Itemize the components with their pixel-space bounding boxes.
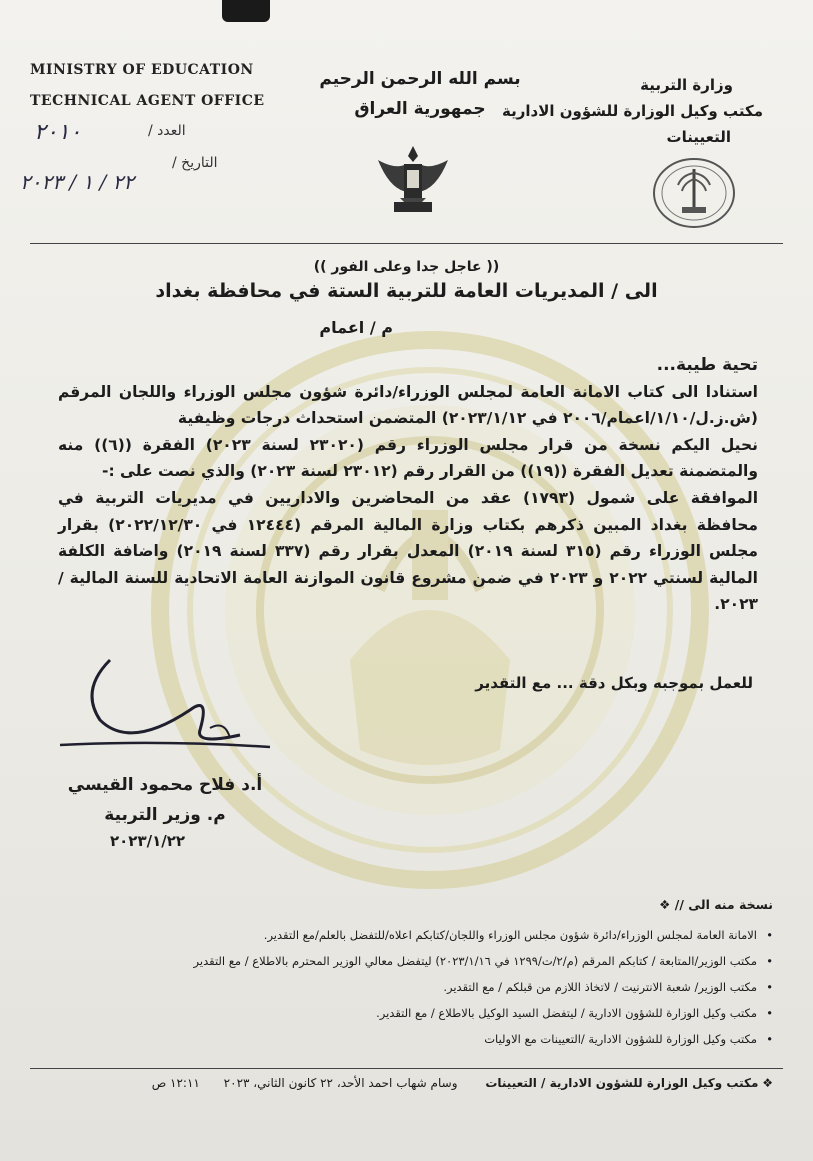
handwritten-date: ٢٢ / ١ / ٢٠٢٣ bbox=[20, 170, 135, 194]
copy-item: • مكتب وكيل الوزارة للشؤون الادارية / ليتفضل السيد الوكيل بالاطلاع / مع التقدير. bbox=[93, 1000, 773, 1026]
letter-body bbox=[58, 352, 758, 618]
basmala: بسم الله الرحمن الرحيم bbox=[319, 69, 521, 89]
copy-item: • مكتب وكيل الوزارة للشؤون الادارية /التعيينات مع الاوليات bbox=[93, 1026, 773, 1052]
subject-line: م / اعمام bbox=[319, 318, 393, 337]
copies-list bbox=[93, 922, 773, 1052]
handwritten-signature bbox=[40, 650, 300, 760]
republic-of-iraq: جمهورية العراق bbox=[354, 99, 486, 119]
body-paragraph-2: نحيل اليكم نسخة من قرار مجلس الوزراء رقم (٢٣٠٢٠ لسنة ٢٠٢٣) الفقرة ((٦)) منه والمتضمنة تعديل الفقرة ((١٩)) من القرار رقم (٢٣٠١٢ لسنة ٢٠٢٣) والذي نصت على :- bbox=[58, 435, 758, 481]
ministry-seal-logo bbox=[652, 157, 736, 229]
greeting: تحية طيبة... bbox=[656, 355, 758, 375]
copy-item: • الامانة العامة لمجلس الوزراء/دائرة شؤون مجلس الوزراء واللجان/كتابكم اعلاه/للتفضل بالعلم/مع التقدير. bbox=[93, 922, 773, 948]
office-name-english: TECHNICAL AGENT OFFICE bbox=[30, 93, 265, 109]
addressee: الى / المديريات العامة للتربية الستة في محافظة بغداد bbox=[155, 280, 658, 302]
body-paragraph-3: الموافقة على شمول (١٧٩٣) عقد من المحاضرين والاداريين في مديريات التربية في محافظة بغداد المبين ذكرهم بكتاب وزارة المالية المرقم (١٢٤٤٤ في ٢٠٢٢/١٢/٣٠) بقرار مجلس الوزراء رقم (٣١٥ لسنة ٢٠١٩) المعدل بقرار رقم (٣٣٧ لسنة ٢٠١٩) واضافة الكلفة المالية لسنتي ٢٠٢٢ و ٢٠٢٣ في ضمن مشروع قانون الموازنة العامة الاتحادية للسنة المالية / ٢٠٢٣. bbox=[58, 488, 759, 614]
signer-title: م. وزير التربية bbox=[104, 805, 226, 825]
footer bbox=[0, 1076, 813, 1090]
signature-date: ٢٠٢٣/١/٢٢ bbox=[110, 832, 186, 850]
star-bullet-icon: ❖ bbox=[659, 897, 671, 912]
copy-item: • مكتب الوزير/ شعبة الانترنيت / لاتخاذ اللازم من قبلكم / مع التقدير. bbox=[93, 974, 773, 1000]
number-label: العدد / bbox=[148, 123, 186, 139]
ministry-name-english: MINISTRY OF EDUCATION bbox=[30, 62, 254, 78]
footer-office: مكتب وكيل الوزارة للشؤون الادارية / التعيينات bbox=[485, 1076, 759, 1090]
header-divider bbox=[30, 243, 783, 244]
body-paragraph-1: استنادا الى كتاب الامانة العامة لمجلس الوزراء/دائرة شؤون مجلس الوزراء واللجان المرقم (ش.ز.ل/١/١٠/اعمام/٢٠٠٦ في ٢٠٢٣/١/١٢) المتضمن استحداث درجات وظيفية bbox=[58, 382, 758, 428]
date-label: التاريخ / bbox=[172, 155, 218, 171]
signer-name: أ.د فلاح محمود القيسي bbox=[67, 775, 263, 795]
copies-title-text: نسخة منه الى // bbox=[674, 897, 773, 912]
punch-tab-mark bbox=[222, 0, 270, 22]
iraq-eagle-emblem bbox=[370, 140, 456, 222]
office-name-arabic: مكتب وكيل الوزارة للشؤون الادارية bbox=[502, 102, 763, 120]
ministry-name-arabic: وزارة التربية bbox=[640, 76, 733, 94]
footer-divider bbox=[30, 1068, 783, 1069]
footer-author-date: وسام شهاب احمد الأحد، ٢٢ كانون الثاني، ٢٠٢٣ bbox=[223, 1076, 458, 1090]
star-bullet-icon: ❖ bbox=[762, 1076, 773, 1090]
department-name-arabic: التعيينات bbox=[666, 128, 731, 146]
closing-line: للعمل بموجبه وبكل دقة ... مع التقدير bbox=[475, 674, 753, 692]
signer-block bbox=[40, 770, 290, 830]
urgency-note: (( عاجل جدا وعلى الفور )) bbox=[313, 259, 500, 275]
footer-time: ١٢:١١ ص bbox=[151, 1076, 200, 1090]
copies-title bbox=[659, 897, 773, 912]
handwritten-number: ٢٠١٠ bbox=[34, 120, 82, 145]
copy-item: • مكتب الوزير/المتابعة / كتابكم المرقم (م/٢/ت/١٢٩٩ في ٢٠٢٣/١/١٦) ليتفضل معالي الوزير المحترم بالاطلاع / مع التقدير bbox=[93, 948, 773, 974]
